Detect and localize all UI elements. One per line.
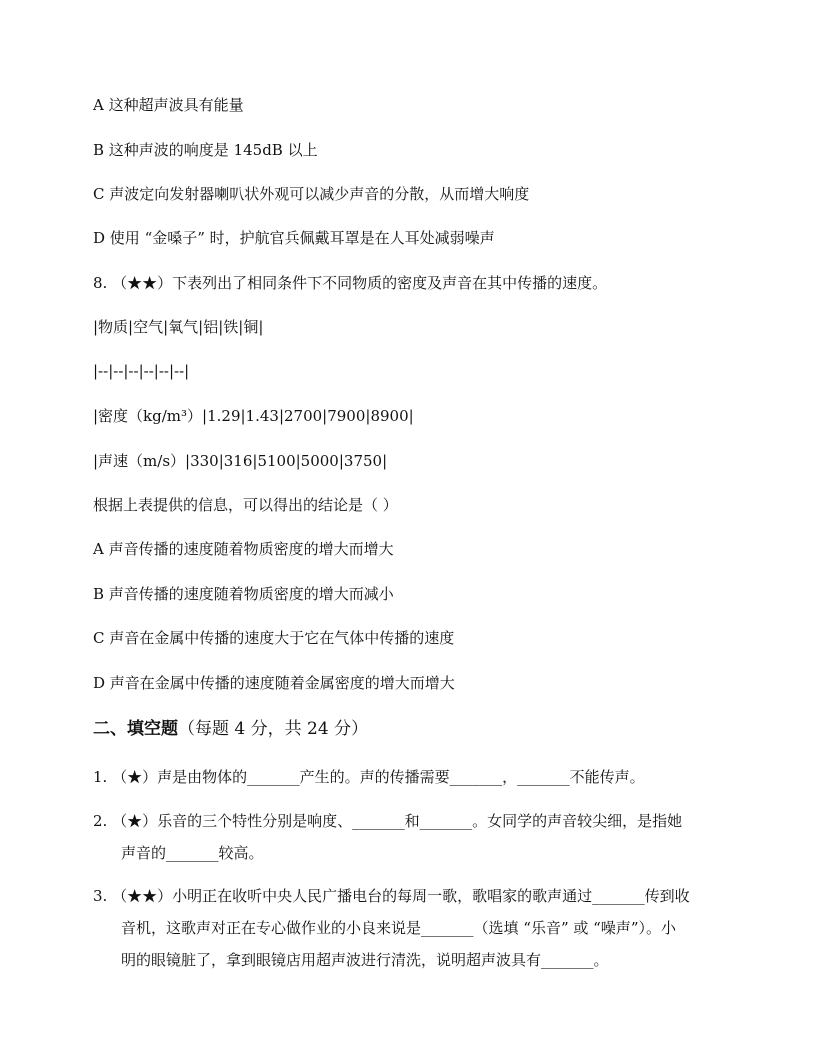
q7-option-a: A 这种超声波具有能量 (93, 96, 244, 114)
fill-question-line: 明的眼镜脏了，拿到眼镜店用超声波进行清洗，说明超声波具有_______。 (121, 951, 609, 969)
fill-question-1 (93, 767, 733, 787)
q8-stem: 8. （★★）下表列出了相同条件下不同物质的密度及声音在其中传播的速度。 (93, 274, 608, 292)
fill-question-line: 音机，这歌声对正在专心做作业的小良来说是_______（选填 “乐音” 或 “噪声”）。小 (121, 919, 676, 937)
section-subtitle: （每题 4 分，共 24 分） (178, 719, 369, 739)
q7-option-d: D 使用 “金嗓子” 时，护航官兵佩戴耳罩是在人耳处减弱噪声 (93, 229, 495, 247)
q8-table-header: |物质|空气|氧气|铝|铁|铜| (93, 318, 264, 336)
section-heading (93, 718, 368, 740)
q8-option-c: C 声音在金属中传播的速度大于它在气体中传播的速度 (93, 629, 455, 647)
q8-option-a: A 声音传播的速度随着物质密度的增大而增大 (93, 540, 394, 558)
fill-question-line: 3. （★★）小明正在收听中央人民广播电台的每周一歌，歌唱家的歌声通过_______传到收 (93, 887, 690, 905)
fill-question-3 (93, 886, 733, 970)
fill-question-line: 声音的_______较高。 (121, 844, 264, 862)
q7-option-b: B 这种声波的响度是 145dB 以上 (93, 141, 318, 159)
fill-question-line: 1. （★）声是由物体的_______产生的。声的传播需要_______，_______不能传声。 (93, 768, 645, 786)
section-title: 二、填空题 (93, 719, 178, 739)
q8-table-speed-row: |声速（m/s）|330|316|5100|5000|3750| (93, 452, 388, 470)
q8-table-separator: |--|--|--|--|--|--| (93, 362, 190, 380)
q8-table-density-row: |密度（kg/m³）|1.29|1.43|2700|7900|8900| (93, 407, 414, 425)
fill-question-line: 2. （★）乐音的三个特性分别是响度、_______和_______。女同学的声音较尖细，是指她 (93, 812, 683, 830)
q8-option-d: D 声音在金属中传播的速度随着金属密度的增大而增大 (93, 674, 455, 692)
fill-question-2 (93, 811, 733, 863)
q7-option-c: C 声波定向发射器喇叭状外观可以减少声音的分散，从而增大响度 (93, 185, 530, 203)
q8-prompt: 根据上表提供的信息，可以得出的结论是（ ） (93, 496, 398, 514)
q8-option-b: B 声音传播的速度随着物质密度的增大而减小 (93, 585, 394, 603)
